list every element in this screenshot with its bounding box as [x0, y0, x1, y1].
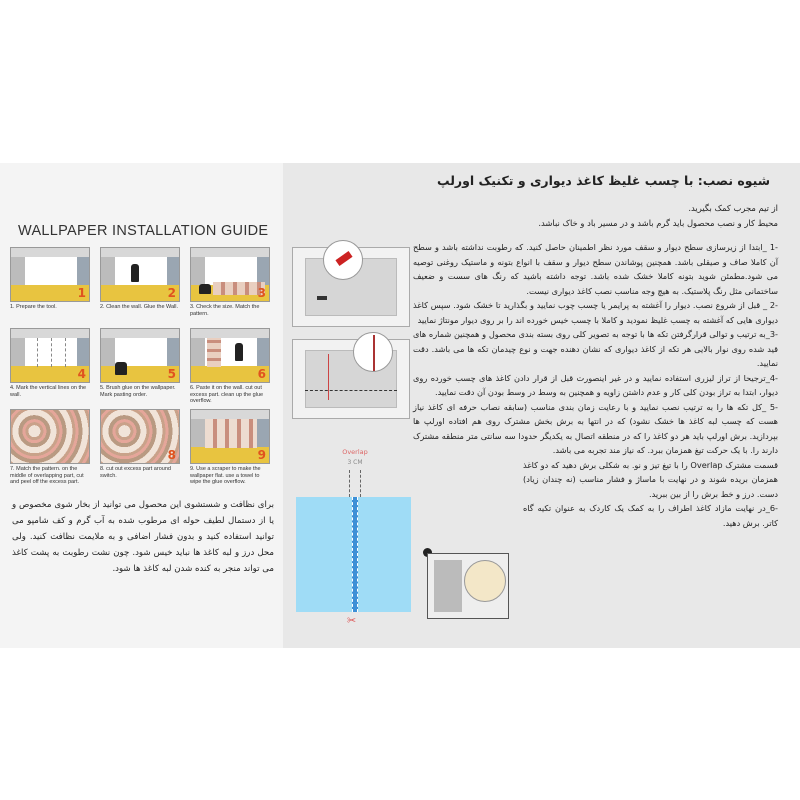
intro-line: از تیم مجرب کمک بگیرید.: [688, 203, 778, 213]
overlap-guide-lines: [349, 470, 361, 497]
step-7: [10, 409, 90, 489]
step-1: -1 _ابتدا از زیرسازی سطح دیوار و سقف مورد نظر اطمینان حاصل کنید. که رطوبت نداشته باشد و سطح آن کاملا صاف و صیقلی باشد. همچنین پوشاندن سطح دیوار و سقف با انواع بتونه و ماستیک روغنی توصیه می شود.مطمئن شوید بتونه کاملا خشک شده باشد. توجه داشته باشید که رنگ های سست و ضعیف ساختمانی مثل رنگ پلاستیک. به هیچ وجه مناسب نصب کاغذ دیواری نیست.: [413, 242, 778, 296]
plumb-line-illustration: [292, 339, 410, 419]
step-number: 9: [257, 448, 266, 462]
step-caption: 2. Clean the wall. Glue the Wall.: [100, 304, 179, 310]
intro-line: محیط کار و نصب محصول باید گرم باشد و در مسیر باد و خاک نباشد.: [538, 217, 778, 228]
english-guide-panel: [0, 163, 283, 648]
step-5: -5 _کل تکه ها را به ترتیب نصب نمایید و با رعایت زمان بندی مناسب (سابقه نصاب حرفه ای کاغذ نیاز هست که چسب لبه کاغذ ها خشک نشود) که در انتها به برش بخش مشترک روی هم افتاده اورلپ ها بپردازید. برش اورلپ باید هر دو کاغذ را که در منطقه اتصال به یکدیگر حدودا سه سانتی متر منطقه مشترک دارند را. با یک حرکت تیغ همزمان ببرد. که نیاز مند تجربه می باشد.: [413, 401, 778, 455]
overlap-label: Overlap: [342, 448, 368, 456]
step-illustration: [100, 409, 180, 464]
step-illustration: [190, 409, 270, 464]
trimming-illustration: [427, 553, 509, 619]
step-caption: 6. Paste it on the wall. cut out excess part. clean up the glue overflow.: [190, 385, 264, 404]
step-number: 2: [167, 286, 176, 300]
step-5-overlap: قسمت مشترک Overlap را با تیغ تیز و نو. به شکلی برش دهید که دو کاغذ همزمان بریده شوند و در نهایت با ماساژ و فشار مناسب (نه چندان زیاد) دست. درز و خط برش را از بین ببرید.: [523, 459, 778, 499]
step-caption: 7. Match the pattern. on the middle of overlapping part, cut and peel off the excess part.: [10, 466, 84, 485]
step-number: 8: [167, 448, 176, 462]
step-1: [10, 247, 90, 327]
step-caption: 9. Use a scraper to make the wallpaper flat. use a towel to wipe the glue overflow.: [190, 466, 261, 485]
step-illustration: [190, 247, 270, 302]
hand-cutter-icon: [464, 560, 506, 602]
brush-icon: [323, 240, 363, 280]
care-instructions: برای نظافت و شستشوی این محصول می توانید از بخار شوی مخصوص و یا از دستمال لطیف حوله ای مرطوب شده به آب گرم و کف شامپو می توانید استفاده کنید و بدون فشار اضافی و به ملایمت نظافت کنید. ولی محل درز و لبه کاغذ ها نباید خیس شود. چون نشت رطوبت به پشت کاغذ می تواند منجر به کنده شدن لبه کاغذ ها شود.: [12, 500, 274, 574]
persian-guide-panel: [283, 163, 800, 648]
intro-text: [413, 201, 778, 230]
step-number: 1: [77, 286, 86, 300]
step-illustration: [10, 247, 90, 302]
step-illustration: [100, 247, 180, 302]
step-number: 3: [257, 286, 266, 300]
step-illustration: [100, 328, 180, 383]
step-2: -2 _ قبل از شروع نصب. دیوار را آغشته به پرایمر یا چسب چوب نمایید و بگذارید تا خشک شود. سپس کاغذ دیواری هایی که آغشته به چسب غلیظ نمودید و کاملا با چسب خیس خورده اند را بر روی دیوار مونتاژ نمایید: [413, 300, 778, 325]
scissors-icon: ✂: [347, 614, 357, 627]
step-illustration: [190, 328, 270, 383]
step-illustration: [10, 409, 90, 464]
step-9: [190, 409, 270, 489]
priming-illustration: [292, 247, 410, 327]
pencil-icon: [353, 332, 393, 372]
step-caption: 5. Brush glue on the wallpaper. Mark pasting order.: [100, 385, 176, 398]
instructions-text: [413, 201, 778, 530]
overlap-width-label: 3 CM: [347, 459, 363, 466]
step-number: 5: [167, 367, 176, 381]
step-8: [100, 409, 180, 489]
step-caption: 1. Prepare the tool.: [10, 304, 57, 310]
step-6: [190, 328, 270, 408]
step-6: -6_در نهایت مازاد کاغذ اطراف را به کمک یک کاردک به عنوان تکیه گاه کاتر. برش دهید.: [523, 503, 778, 528]
step-caption: 8. cut out excess part around switch.: [100, 466, 171, 479]
step-4: -4_ترجیحا از تراز لیزری استفاده نمایید و در غیر اینصورت قبل از قرار دادن کاغذ های چسب خورده روی دیوار، ابتدا به تراز بودن کلی کار و عدم داشتن زاویه و همچنین به وسط در وسط بودن آن دقت نمایید.: [413, 372, 778, 397]
steps-grid: [10, 247, 272, 489]
step-caption: 3. Check the size. Match the pattern.: [190, 304, 260, 317]
guide-title: WALLPAPER INSTALLATION GUIDE: [18, 223, 269, 239]
step-number: 6: [257, 367, 266, 381]
step-illustration: [10, 328, 90, 383]
installation-title: شیوه نصب: با چسب غلیظ کاغذ دیواری و تکنیک اورلپ: [436, 173, 770, 188]
overlap-seam: [352, 497, 358, 612]
step-4: [10, 328, 90, 408]
step-caption: 4. Mark the vertical lines on the wall.: [10, 385, 87, 398]
step-5: [100, 328, 180, 408]
step-3: [190, 247, 270, 327]
step-number: 4: [77, 367, 86, 381]
step-3: -3_به ترتیب و توالی قرارگرفتن تکه ها با توجه به تصویر کلی روی بسته بندی محصول و همچنین شماره های قید شده روی نوار بالایی هر تکه از کاغذ دیواری که نشان دهنده جهت و نوع چیدمان تکه ها می باشد. دقت نمایید.: [413, 329, 778, 368]
step-2: [100, 247, 180, 327]
roller-icon: [317, 296, 327, 300]
